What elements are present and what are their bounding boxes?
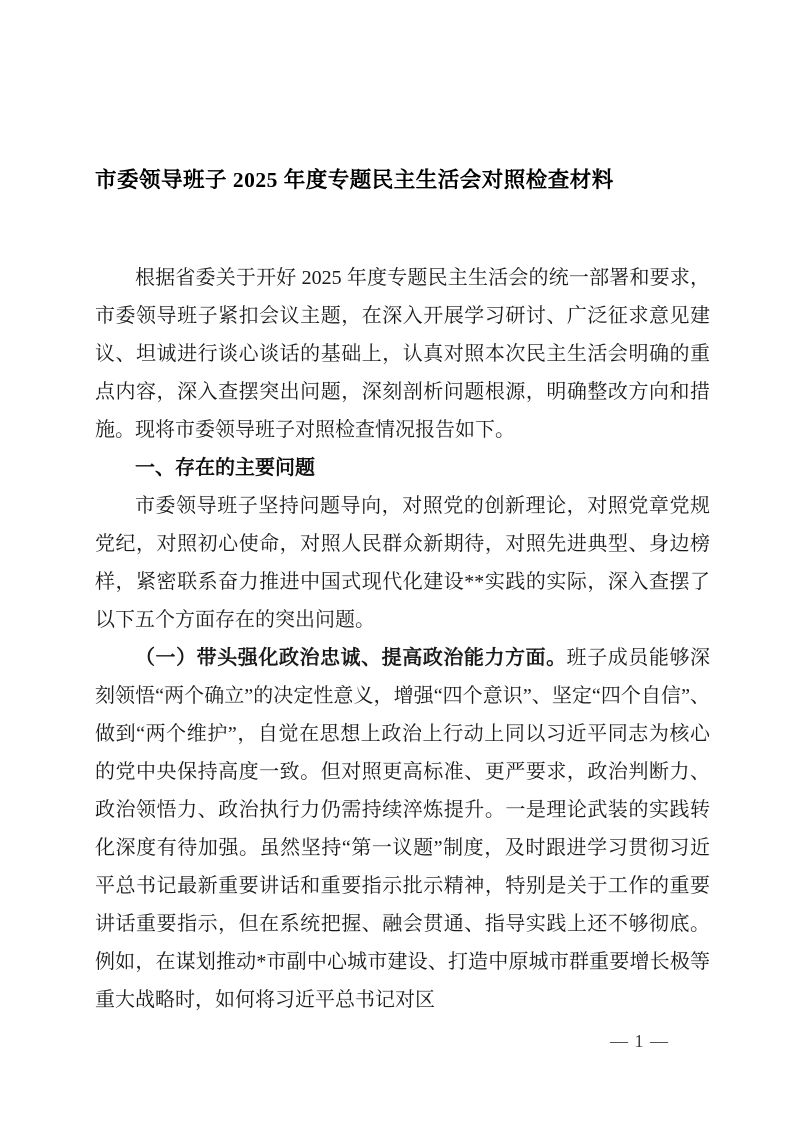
document-title: 市委领导班子 2025 年度专题民主生活会对照检查材料 [95,168,614,192]
item-1-body-text: 班子成员能够深刻领悟“两个确立”的决定性意义，增强“四个意识”、坚定“四个自信”、做到“两个维护”，自觉在思想上政治上行动上同以习近平同志为核心的党中央保持高度一致。但对照更高标准、更严要求，政治判断力、政治领悟力、政治执行力仍需持续淬炼提升。一是理论武装的实践转化深度有待加强。虽然坚持“第一议题”制度，及时跟进学习贯彻习近平总书记最新重要讲话和重要指示批示精神，特别是关于工作的重要讲话重要指示，但在系统把握、融会贯通、指导实践上还不够彻底。例如，在谋划推动*市副中心城市建设、打造中原城市群重要增长极等重大战略时，如何将习近平总书记对区 [95,647,711,1011]
item-1-lead: （一）带头强化政治忠诚、提高政治能力方面。 [135,647,567,669]
section-intro-paragraph: 市委领导班子坚持问题导向，对照党的创新理论，对照党章党规党纪，对照初心使命，对照人民群众新期待，对照先进典型、身边榜样，紧密联系奋力推进中国式现代化建设**实践的实际，深入查摆了以下五个方面存在的突出问题。 [95,495,710,631]
section-heading-main-problems: 一、存在的主要问题 [135,457,315,479]
item-1-paragraph [95,639,710,1019]
intro-paragraph: 根据省委关于开好 2025 年度专题民主生活会的统一部署和要求，市委领导班子紧扣会议主题，在深入开展学习研讨、广泛征求意见建议、坦诚进行谈心谈话的基础上，认真对照本次民主生活会明确的重点内容，深入查摆突出问题，深刻剖析问题根源，明确整改方向和措施。现将市委领导班子对照检查情况报告如下。 [95,267,710,441]
page-number: — 1 — [610,1031,669,1051]
